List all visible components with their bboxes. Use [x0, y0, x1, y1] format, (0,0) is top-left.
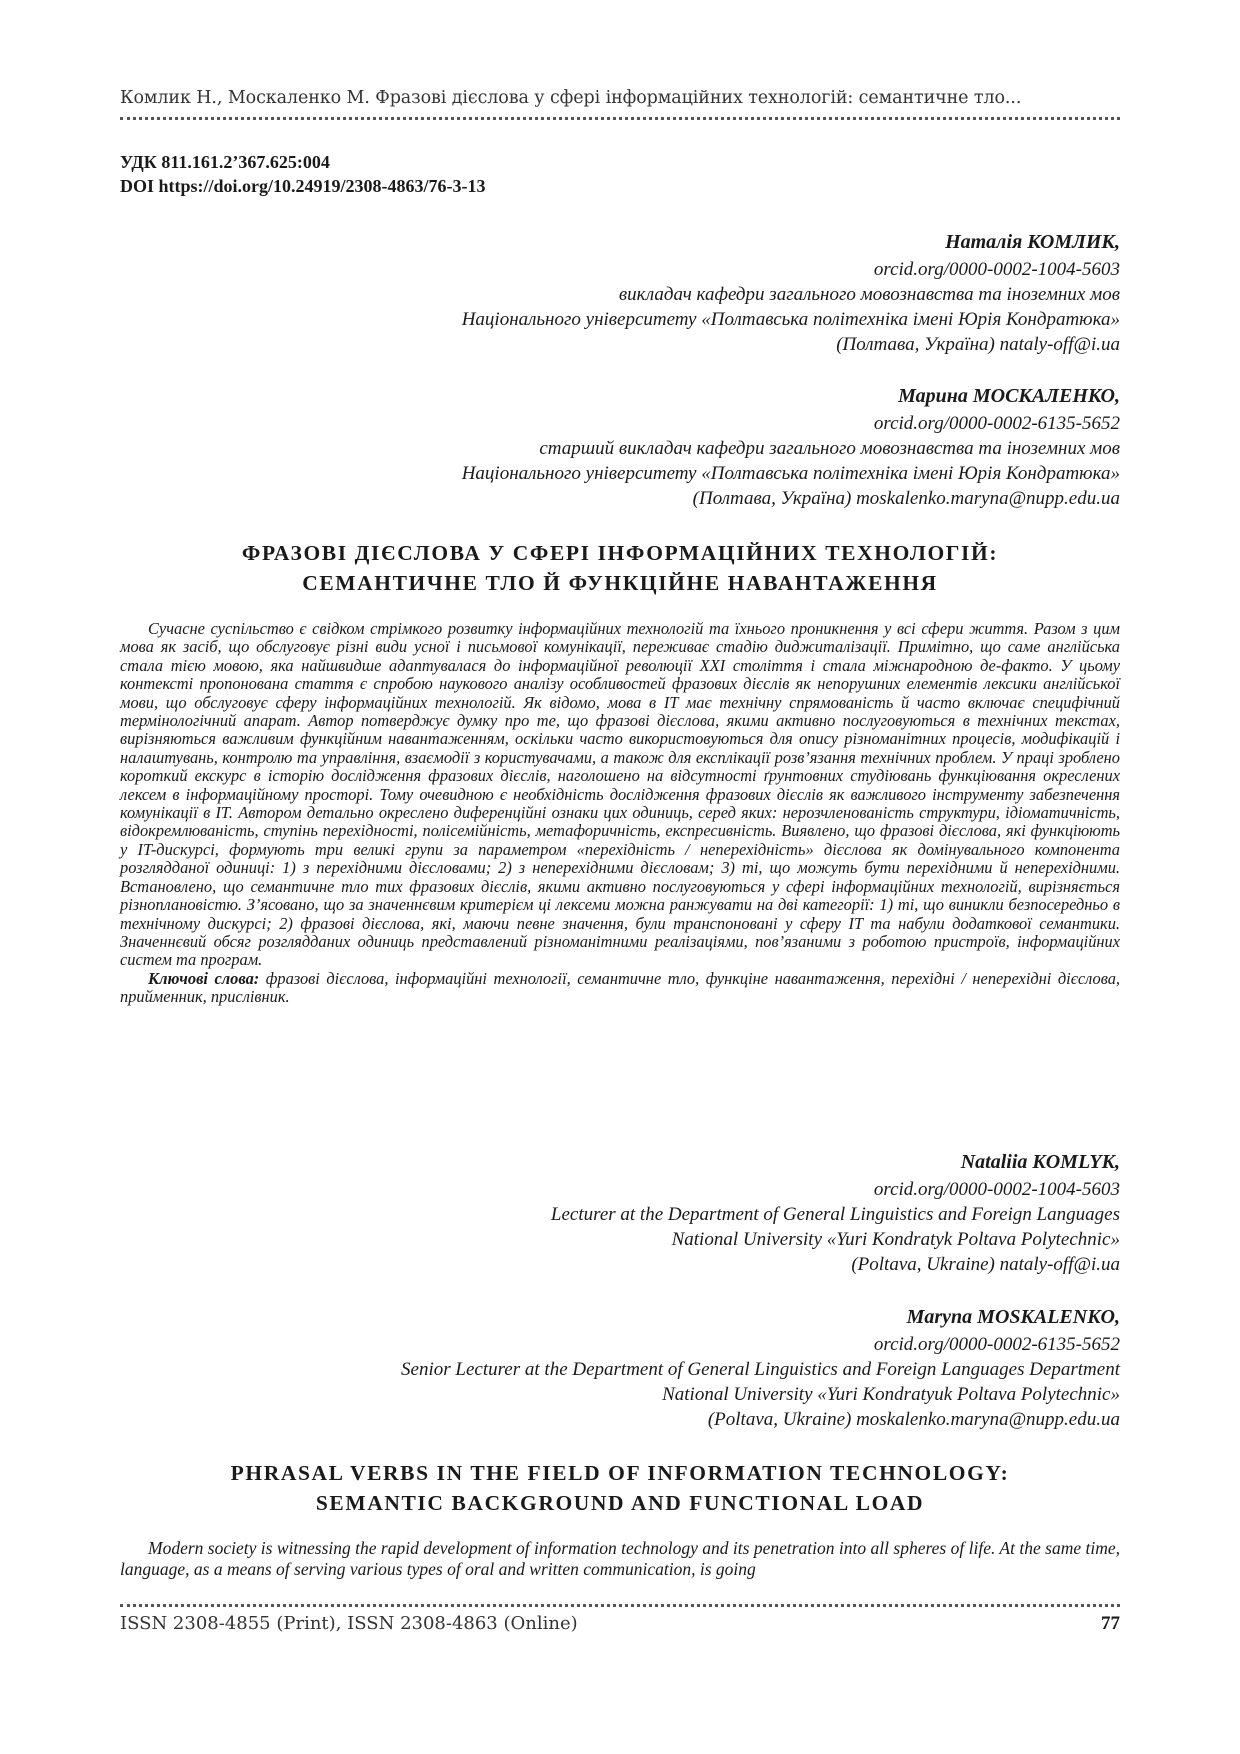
author-university: Національного університету «Полтавська політехніка імені Юрія Кондратюка»: [461, 463, 1120, 484]
author-university: National University «Yuri Kondratyuk Poltava Polytechnic»: [662, 1384, 1120, 1405]
abstract-ua: [120, 620, 1120, 1007]
udc-code: УДК 811.161.2’367.625:004: [120, 152, 330, 172]
abstract-en: [120, 1538, 1120, 1580]
abstract-text: Сучасне суспільство є свідком стрімкого розвитку інформаційних технологій та їхнього проникнення у всі сфери життя. Разом з цим мова як засіб, що обслуговує різні види усної і письмової комунікації, переживає стадію диджиталізації. Примітно, що саме англійська стала тією мовою, яка найшвидше адаптувалася до інформаційної революції XXI століття і стала міжнародною де-факто. У цьому контексті пропонована стаття є спробою наукового аналізу особливостей фразових дієслів як непорушних елементів лексики англійської мови, що обслуговує сферу інформаційних технологій. Як відомо, мова в IT має технічну спрямованість й часто включає специфічний термінологічний апарат. Автор потверджує думку про те, що фразові дієслова, якими активно послуговуються в технічних текстах, вирізняються важливим функційним навантаженням, оскільки часто використовуються для опису різноманітних процесів, модифікацій і налаштувань, контролю та управління, взаємодії з користувачами, а також для експлікації розв’язання технічних проблем. У праці зроблено короткий екскурс в історію дослідження фразових дієслів, наголошено на відсутності ґрунтовних студіювань функціювання окреслених лексем в інформаційному просторі. Тому очевидною є необхідність дослідження фразових дієслів як важливого інструменту забезпечення комунікації в IT. Автором детально окреслено диференційні ознаки цих одиниць, серед яких: нерозчленованість структури, ідіоматичність, відокремлюваність, ступінь перехідності, полісемійність, метафоричність, експресивність. Виявлено, що фразові дієслова, які функціюють у IT-дискурсі, формують три великі групи за параметром «перехідність / неперехідність» дієслова як домінувального компонента розглядданої одиниці: 1) з перехідними дієсловами; 2) з неперехідними дієсловам; 3) ті, що можуть бути перехідними й неперехідними. Встановлено, що семантичне тло тих фразових дієслів, якими активно послуговуються у сфері інформаційних технологій, вирізняється різноплановістю. З’ясовано, що за значеннєвим критерієм ці лексеми можна ранжувати на дві категорії: 1) ті, що виникли безпосередньо в технічному дискурсі; 2) фразові дієслова, які, маючи певне значення, були транспоновані у сферу IT та набули додаткової семантики. Значеннєвий обсяг розглядданих одиниць представлений різноманітними реалізаціями, пов’язаними з роботою пристроїв, інформаційних систем та програм.: [120, 619, 1120, 970]
author-orcid[interactable]: orcid.org/0000-0002-6135-5652: [873, 413, 1120, 434]
keywords: [120, 970, 1120, 1007]
author-en-2: [120, 1305, 1120, 1432]
author-position: викладач кафедри загального мовознавства та іноземних мов: [618, 284, 1120, 305]
page-number: 77: [1101, 1613, 1120, 1634]
author-orcid[interactable]: orcid.org/0000-0002-6135-5652: [873, 1334, 1120, 1355]
header-divider: [120, 117, 1120, 120]
title-line: СЕМАНТИЧНЕ ТЛО Й ФУНКЦІЙНЕ НАВАНТАЖЕННЯ: [302, 571, 938, 595]
author-orcid[interactable]: orcid.org/0000-0002-1004-5603: [873, 1179, 1120, 1200]
keywords-list: фразові дієслова, інформаційні технології, семантичне тло, функціне навантаження, перехідні / неперехідні дієслова, прийменник, прислівник.: [120, 968, 1120, 1007]
article-title-en: [120, 1458, 1120, 1518]
author-ua-2: [120, 384, 1120, 511]
author-name: Nataliia KOMLYK,: [960, 1151, 1120, 1173]
author-university: Національного університету «Полтавська політехніка імені Юрія Кондратюка»: [461, 309, 1120, 330]
journal-page: [120, 0, 1120, 1754]
author-position: Senior Lecturer at the Department of General Linguistics and Foreign Languages Department: [401, 1359, 1120, 1380]
author-location-email: (Poltava, Ukraine) nataly-off@i.ua: [851, 1254, 1120, 1275]
author-ua-1: [120, 230, 1120, 357]
abstract-text: Modern society is witnessing the rapid development of information technology and its penetration into all spheres of life. At the same time, language, as a means of serving various types of oral and written communication, is going: [120, 1538, 1120, 1579]
running-header: Комлик Н., Москаленко М. Фразові дієслова у сфері інформаційних технологій: семантичне тло...: [120, 88, 1022, 108]
author-orcid[interactable]: orcid.org/0000-0002-1004-5603: [873, 259, 1120, 280]
author-location-email: (Полтава, Україна) nataly-off@i.ua: [836, 334, 1120, 355]
title-line: PHRASAL VERBS IN THE FIELD OF INFORMATION TECHNOLOGY:: [230, 1461, 1010, 1485]
doi-link[interactable]: DOI https://doi.org/10.24919/2308-4863/76-3-13: [120, 176, 486, 196]
footer-issn: ISSN 2308-4855 (Print), ISSN 2308-4863 (Online): [120, 1613, 578, 1634]
author-position: Lecturer at the Department of General Linguistics and Foreign Languages: [550, 1204, 1120, 1225]
author-location-email: (Poltava, Ukraine) moskalenko.maryna@nupp.edu.ua: [707, 1409, 1120, 1430]
title-line: ФРАЗОВІ ДІЄСЛОВА У СФЕРІ ІНФОРМАЦІЙНИХ ТЕХНОЛОГІЙ:: [241, 541, 999, 565]
title-line: SEMANTIC BACKGROUND AND FUNCTIONAL LOAD: [315, 1491, 925, 1515]
author-name: Maryna MOSKALENKO,: [906, 1306, 1120, 1328]
author-en-1: [120, 1150, 1120, 1277]
article-codes: [120, 150, 486, 198]
author-location-email: (Полтава, Україна) moskalenko.maryna@nupp.edu.ua: [692, 488, 1120, 509]
author-university: National University «Yuri Kondratyk Poltava Polytechnic»: [671, 1229, 1120, 1250]
author-position: старший викладач кафедри загального мовознавства та іноземних мов: [539, 438, 1120, 459]
article-title-ua: [120, 538, 1120, 598]
author-name: Наталія КОМЛИК,: [945, 231, 1120, 253]
keywords-label: Ключові слова:: [148, 968, 260, 988]
footer-divider: [120, 1604, 1120, 1607]
author-name: Марина МОСКАЛЕНКО,: [898, 385, 1120, 407]
